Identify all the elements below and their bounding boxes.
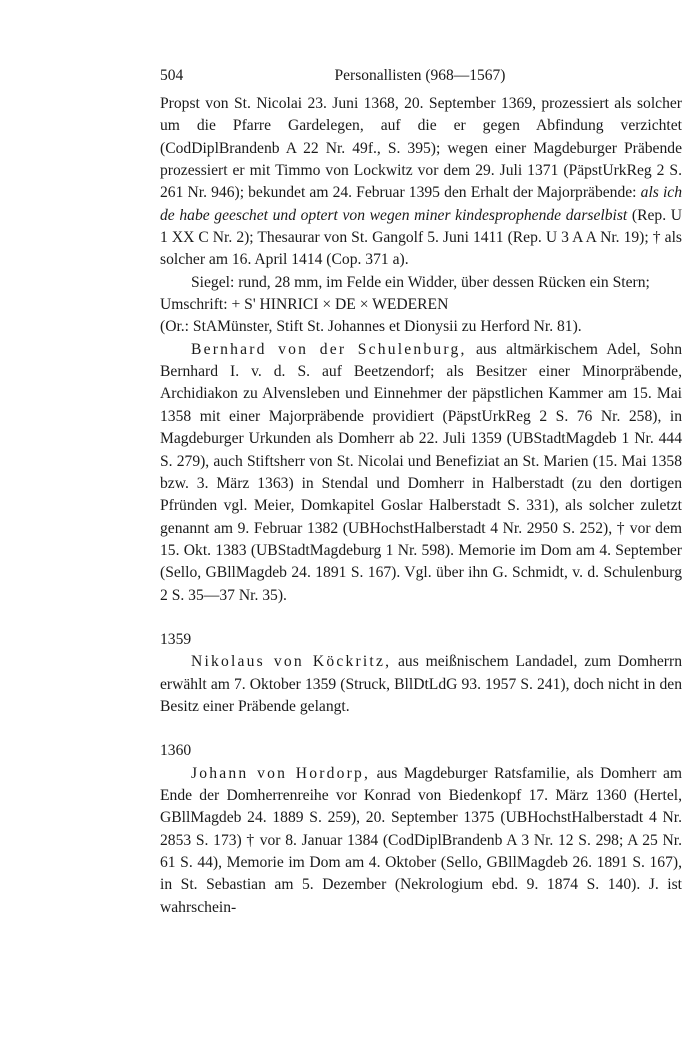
biography-entry [160,339,682,607]
quoted-passage: als ich de habe geeschet und optert von wegen miner kindesprophende darselbist [160,184,683,224]
year-heading: 1360 [160,742,192,760]
page-header [160,67,680,89]
entry-text: aus Magdeburger Ratsfamilie, als Domherr am Ende der Domherrenreihe vor Konrad von Biedenkopf 17. März 1360 (Hertel, GBllMagdeb 24. 1889 S. 259), 20. September 1375 (UBHochstHalberstadt 4 Nr. 2853 S. 173) † vor 8. Januar 1384 (CodDiplBrandenb A 3 Nr. 12 S. 298; A 25 Nr. 61 S. 44), Memorie im Dom am 4. Oktober (Sello, GBllMagdeb 26. 1891 S. 167), in St. Sebastian am 5. Dezember (Nekrologium ebd. 9. 1874 S. 140). J. ist wahrschein- [160,764,682,916]
entry-text: aus meißnischem Landadel, zum Domherrn erwählt am 7. Oktober 1359 (Struck, BllDtLdG 93. 1957 S. 241), doch nicht in den Besitz einer Präbende gelangt. [160,653,682,715]
person-name: Nikolaus von Köckritz, [191,653,392,671]
biography-entry [160,763,682,919]
entry-text: aus altmärkischem Adel, Sohn Bernhard I. v. d. S. auf Beetzendorf; als Besitzer einer Minorpräbende, Archidiakon zu Alvensleben und Einnehmer der päpstlichen Kammer am 15. Mai 1358 mit einer Majorpräbende providiert (PäpstUrkReg 2 S. 76 Nr. 258), in Magdeburger Urkunden als Domherr ab 22. Juli 1359 (UBStadtMagdeb 1 Nr. 444 S. 279), auch Stiftsherr von St. Nicolai und Benefiziat an St. Marien (15. Mai 1358 bzw. 3. März 1363) in Stendal und Domherr in Halberstadt (zu den dortigen Pfründen vgl. Meier, Domkapitel Goslar Halberstadt S. 331), als solcher zuletzt genannt am 9. Februar 1382 (UBHochstHalberstadt 4 Nr. 2950 S. 252), † vor dem 15. Okt. 1383 (UBStadtMagdeburg 1 Nr. 598). Memorie im Dom am 4. September (Sello, GBllMagdeb 24. 1891 S. 167). Vgl. über ihn G. Schmidt, v. d. Schulenburg 2 S. 35—37 Nr. 35). [160,340,682,604]
entry-text-tail: (Rep. U 1 XX C Nr. 2); Thesaurar von St. Gangolf 5. Juni 1411 (Rep. U 3 A A Nr. 19); † als solcher am 16. April 1414 (Cop. 371 a). [160,206,682,269]
entry-continuation [160,93,682,272]
running-title: Personallisten (968—1567) [334,67,506,84]
seal-description: Siegel: rund, 28 mm, im Felde ein Widder, über dessen Rücken ein Stern; [191,273,650,291]
person-name: Johann von Hordorp, [191,764,371,782]
year-heading: 1359 [160,630,192,648]
biography-entry [160,651,682,718]
page-number: 504 [160,67,184,84]
person-name: Bernhard von der Schulenburg, [191,340,467,358]
page-body [160,93,682,919]
seal-inscription: Umschrift: + S' HINRICI × DE × WEDEREN [160,296,449,314]
seal-original-reference: (Or.: StAMünster, Stift St. Johannes et Dionysii zu Herford Nr. 81). [160,318,582,336]
entry-text: Propst von St. Nicolai 23. Juni 1368, 20. September 1369, prozessiert als solcher um die Pfarre Gardelegen, auf die er gegen Abfindung verzichtet (CodDiplBrandenb A 22 Nr. 49f., S. 395); wegen einer Magdeburger Präbende prozessiert er mit Timmo von Lockwitz vor dem 29. Juli 1371 (PäpstUrkReg 2 S. 261 Nr. 946); bekundet am 24. Februar 1395 den Erhalt der Majorpräbende: [160,95,682,202]
